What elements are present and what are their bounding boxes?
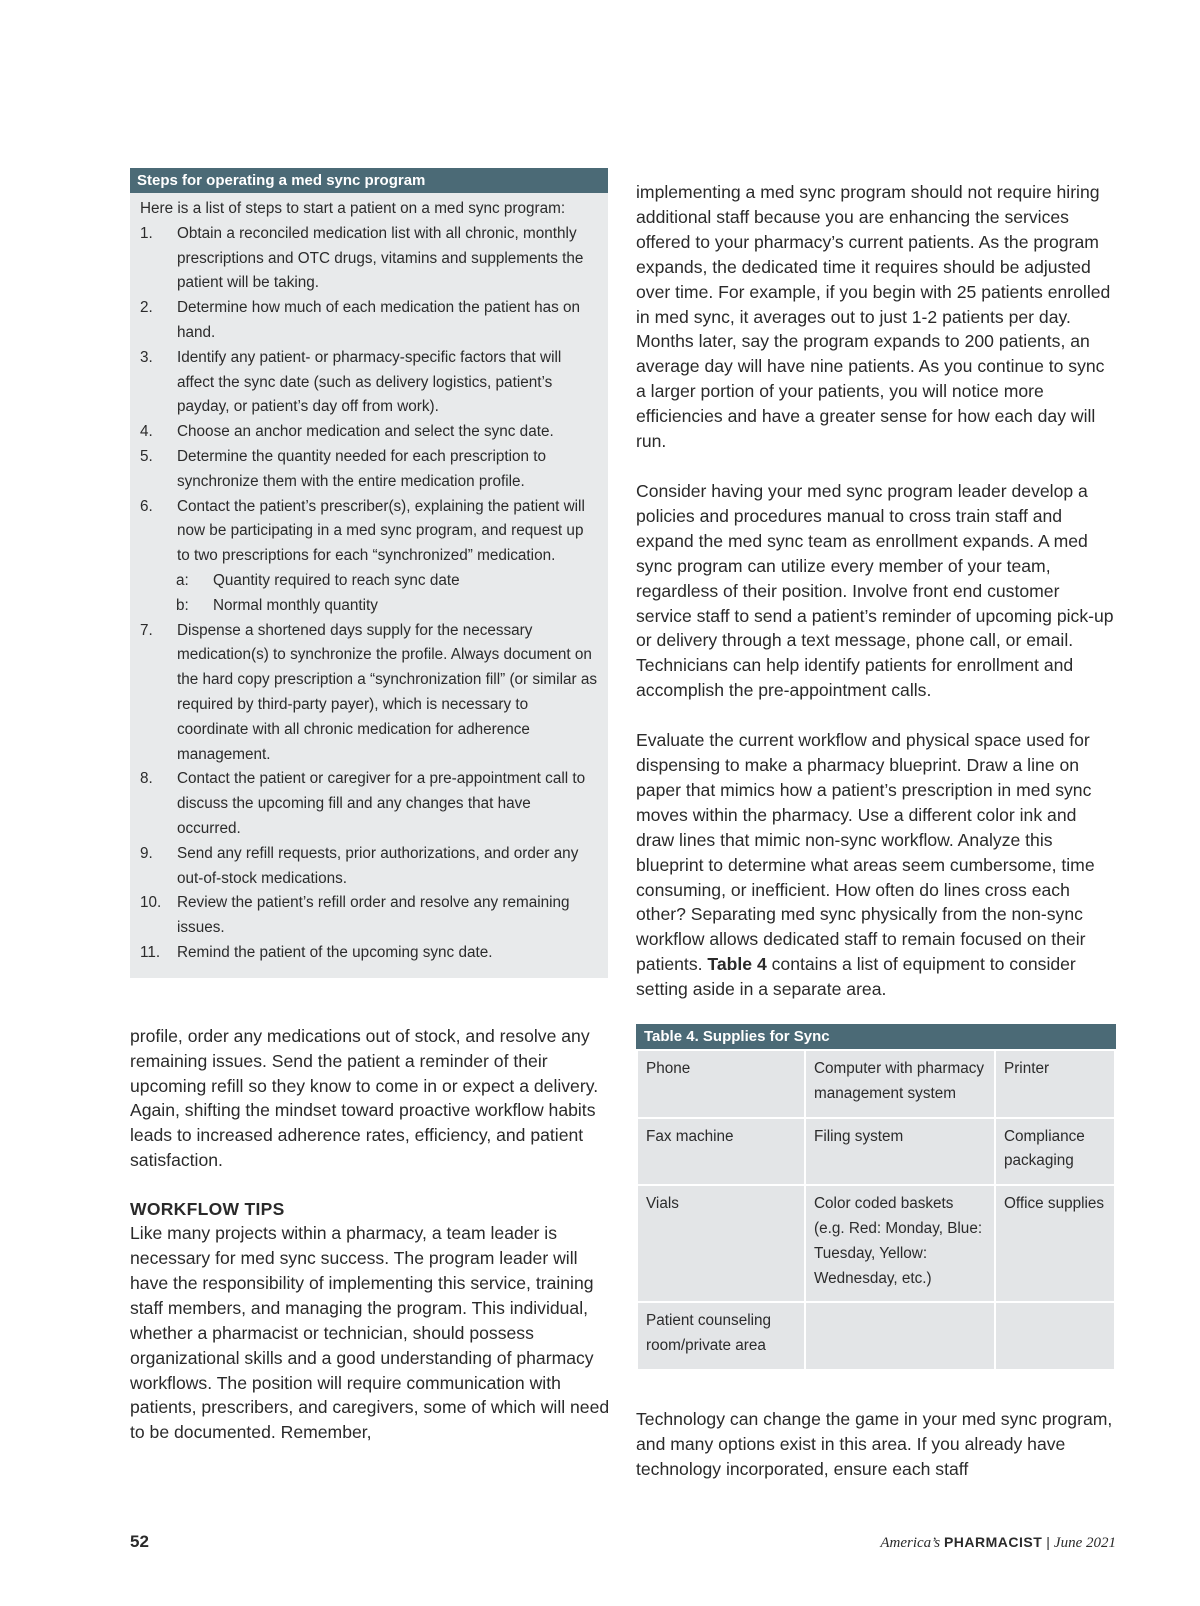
step-item	[140, 222, 598, 296]
paragraph-text: Evaluate the current workflow and physical space used for dispensing to make a pharmacy blueprint. Draw a line on paper that mimics how a patient’s prescription in med sync moves within the pharmacy. Use a different color ink and draw lines that mimic non-sync workflow. Analyze this blueprint to determine what areas seem cumbersome, time consuming, or inefficient. How often do lines cross each other? Separating med sync physically from the non-sync workflow allows dedicated staff to remain focused on their patients.	[636, 730, 1095, 975]
step-item	[140, 941, 598, 966]
section-heading: WORKFLOW TIPS	[130, 1199, 285, 1220]
supplies-table	[636, 1024, 1116, 1371]
substep-item	[140, 594, 598, 619]
step-text: Review the patient’s refill order and resolve any remaining issues.	[177, 894, 570, 937]
step-text: Contact the patient’s prescriber(s), explaining the patient will now be participating in a med sync program, and request up to two prescriptions for each “synchronized” medication.	[177, 497, 585, 565]
step-item	[140, 495, 598, 569]
publication-name-italic: America’s	[880, 1535, 941, 1551]
step-text: Contact the patient or caregiver for a pre-appointment call to discuss the upcoming fill and any changes that have occurred.	[177, 770, 586, 837]
body-paragraph: Consider having your med sync program leader develop a policies and procedures manual to cross train staff and expand the med sync team as enrollment expands. A med sync program can utilize every member of your team, regardless of their position. Involve front end customer service staff to send a patient’s reminder of upcoming pick-up or delivery through a text message, phone call, or email. Technicians can help identify patients for enrollment and accomplish the pre-appointment calls.	[636, 480, 1114, 701]
step-item	[140, 891, 598, 941]
table-cell: Filing system	[805, 1118, 995, 1186]
table-cell	[805, 1302, 995, 1370]
step-text: Determine the quantity needed for each prescription to synchronize them with the entire medication profile.	[177, 447, 547, 490]
table-cell: Printer	[995, 1050, 1115, 1118]
table-cell	[995, 1302, 1115, 1370]
step-number: 4.	[140, 423, 153, 441]
footer-separator: |	[1046, 1534, 1050, 1550]
step-text: Remind the patient of the upcoming sync date.	[177, 943, 493, 961]
step-text: Determine how much of each medication the patient has on hand.	[177, 299, 581, 341]
sidebar-intro: Here is a list of steps to start a patient on a med sync program:	[140, 200, 566, 217]
left-column	[130, 168, 612, 1445]
step-number: 1.	[140, 224, 153, 242]
step-text: Obtain a reconciled medication list with all chronic, monthly prescriptions and OTC drugs, vitamins and supplements the patient will be taking.	[177, 224, 584, 292]
paragraph-text: contains a list of equipment to consider setting aside in a separate area.	[636, 954, 1076, 1000]
table-row	[637, 1050, 1115, 1118]
footer-publication	[880, 1534, 1116, 1552]
body-paragraph	[636, 728, 1116, 1002]
step-number: 10.	[140, 894, 162, 912]
body-paragraph: Like many projects within a pharmacy, a team leader is necessary for med sync success. The program leader will have the responsibility of implementing this service, training staff members, and managing the program. This individual, whether a pharmacist or technician, should possess organizational skills and a good understanding of pharmacy workflows. The position will require communication with patients, prescribers, and caregivers, some of which will need to be documented. Remember,	[130, 1223, 610, 1443]
step-text: Identify any patient- or pharmacy-specific factors that will affect the sync date (such as delivery logistics, patient’s payday, or patient’s day off from work).	[177, 348, 562, 416]
body-paragraph: profile, order any medications out of stock, and resolve any remaining issues. Send the patient a reminder of their upcoming refill so they know to come in or expect a delivery. Again, shifting the mindset toward proactive workflow habits leads to increased adherence rates, efficiency, and patient satisfaction.	[130, 1025, 599, 1171]
table-row	[637, 1302, 1115, 1370]
substep-text: Normal monthly quantity	[213, 596, 378, 614]
step-number: 7.	[140, 621, 153, 639]
substep-letter: b:	[176, 596, 189, 614]
issue-date: June 2021	[1053, 1535, 1116, 1551]
step-item	[140, 346, 598, 420]
substep-text: Quantity required to reach sync date	[213, 571, 460, 589]
publication-name-bold: PHARMACIST	[943, 1534, 1043, 1550]
substep-item	[140, 569, 598, 594]
step-number: 2.	[140, 299, 153, 317]
step-text: Choose an anchor medication and select the sync date.	[177, 423, 554, 441]
step-item	[140, 445, 598, 495]
left-body-text	[130, 1024, 614, 1446]
step-text: Send any refill requests, prior authorizations, and order any out-of-stock medications.	[177, 844, 579, 887]
table-cell: Fax machine	[637, 1118, 805, 1186]
step-number: 8.	[140, 770, 153, 788]
right-column	[636, 180, 1116, 1482]
table-caption: Table 4. Supplies for Sync	[636, 1024, 1116, 1049]
step-number: 11.	[140, 943, 161, 961]
sidebar-body	[130, 193, 608, 966]
table-cell: Office supplies	[995, 1185, 1115, 1302]
body-paragraph: implementing a med sync program should not require hiring additional staff because you are enhancing the services offered to your pharmacy’s current patients. As the program expands, the dedicated time it requires should be adjusted over time. For example, if you begin with 25 patients enrolled in med sync, it averages out to just 1-2 patients per day. Months later, say the program expands to 200 patients, an average day will have nine patients. As you continue to sync a larger portion of your patients, you will notice more efficiencies and have a greater sense for how each day will run.	[636, 182, 1111, 452]
step-item	[140, 296, 598, 346]
step-item	[140, 420, 598, 445]
table-cell: Phone	[637, 1050, 805, 1118]
table-reference: Table 4	[707, 954, 767, 975]
substep-letter: a:	[176, 571, 189, 589]
step-number: 9.	[140, 844, 153, 862]
body-paragraph: Technology can change the game in your med sync program, and many options exist in this area. If you already have technology incorporated, ensure each staff	[636, 1409, 1113, 1479]
step-item	[140, 842, 598, 892]
table-cell: Patient counseling room/private area	[637, 1302, 805, 1370]
step-number: 3.	[140, 348, 153, 366]
page-number: 52	[130, 1532, 149, 1551]
step-number: 5.	[140, 447, 153, 465]
sidebar-box	[130, 168, 608, 978]
sidebar-title: Steps for operating a med sync program	[130, 168, 608, 193]
step-text: Dispense a shortened days supply for the necessary medication(s) to synchronize the profile. Always document on the hard copy prescription a “synchronization fill” (or similar as required by third-party payer), which is necessary to coordinate with all chronic medication for adherence management.	[177, 621, 597, 763]
table-cell: Color coded baskets (e.g. Red: Monday, Blue: Tuesday, Yellow: Wednesday, etc.)	[805, 1185, 995, 1302]
table-row	[637, 1118, 1115, 1186]
step-item	[140, 619, 598, 768]
step-item	[140, 767, 598, 841]
step-number: 6.	[140, 497, 153, 515]
table-cell: Vials	[637, 1185, 805, 1302]
table-cell: Computer with pharmacy management system	[805, 1050, 995, 1118]
table-row	[637, 1185, 1115, 1302]
table-cell: Compliance packaging	[995, 1118, 1115, 1186]
